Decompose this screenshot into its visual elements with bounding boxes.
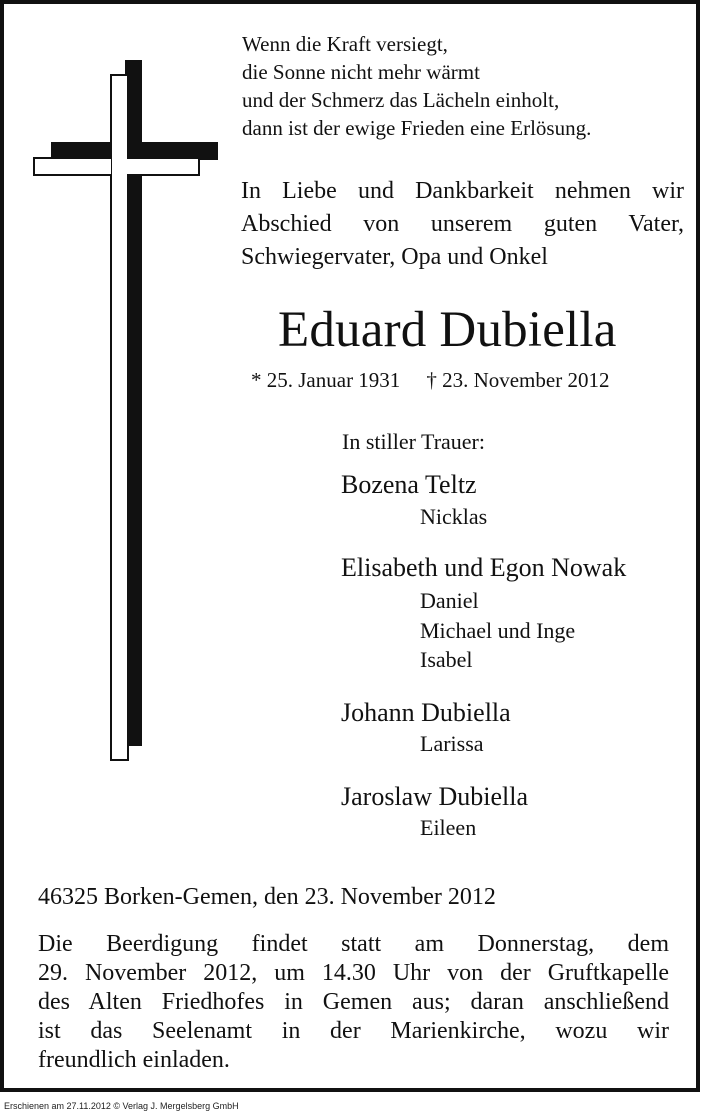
mourner-member: Michael und Inge	[420, 618, 576, 643]
funeral-line: ist das Seelenamt in der Marienkirche, wozu wir	[38, 1018, 669, 1044]
birth-date: * 25. Januar 1931	[251, 368, 401, 392]
mourning-heading: In stiller Trauer:	[342, 429, 485, 454]
mourner-member: Larissa	[420, 731, 484, 756]
funeral-notice	[38, 930, 669, 1075]
funeral-line: 29. November 2012, um 14.30 Uhr von der Gruftkapelle	[38, 960, 669, 986]
intro-line: In Liebe und Dankbarkeit nehmen wir	[241, 178, 684, 204]
mourner-name: Bozena Teltz	[341, 470, 477, 499]
poem	[242, 30, 591, 142]
intro-text	[241, 175, 684, 274]
life-dates	[251, 366, 609, 394]
mourner-member: Nicklas	[420, 504, 488, 529]
cross-front-horizontal-cover	[33, 157, 200, 176]
mourner-name: Jaroslaw Dubiella	[341, 782, 529, 811]
poem-line: und der Schmerz das Lächeln einholt,	[242, 88, 560, 112]
poem-line: die Sonne nicht mehr wärmt	[242, 60, 480, 84]
mourner-member: Daniel	[420, 588, 479, 613]
funeral-line: freundlich einladen.	[38, 1047, 230, 1073]
death-date: † 23. November 2012	[426, 368, 610, 392]
mourner-member: Eileen	[420, 815, 477, 840]
place-date: 46325 Borken-Gemen, den 23. November 2012	[38, 884, 496, 910]
mourner-name: Johann Dubiella	[341, 698, 511, 727]
poem-line: Wenn die Kraft versiegt,	[242, 32, 448, 56]
funeral-line: Die Beerdigung findet statt am Donnerstag, dem	[38, 931, 669, 957]
deceased-name: Eduard Dubiella	[278, 302, 617, 358]
poem-line: dann ist der ewige Frieden eine Erlösung.	[242, 116, 592, 140]
publication-footer: Erschienen am 27.11.2012 © Verlag J. Mergelsberg GmbH	[4, 1101, 239, 1111]
intro-line: Abschied von unserem guten Vater,	[241, 211, 684, 237]
mourner-name: Elisabeth und Egon Nowak	[341, 553, 627, 582]
funeral-line: des Alten Friedhofes in Gemen aus; daran anschließend	[38, 989, 669, 1015]
intro-line: Schwiegervater, Opa und Onkel	[241, 244, 548, 270]
mourner-member: Isabel	[420, 647, 473, 672]
